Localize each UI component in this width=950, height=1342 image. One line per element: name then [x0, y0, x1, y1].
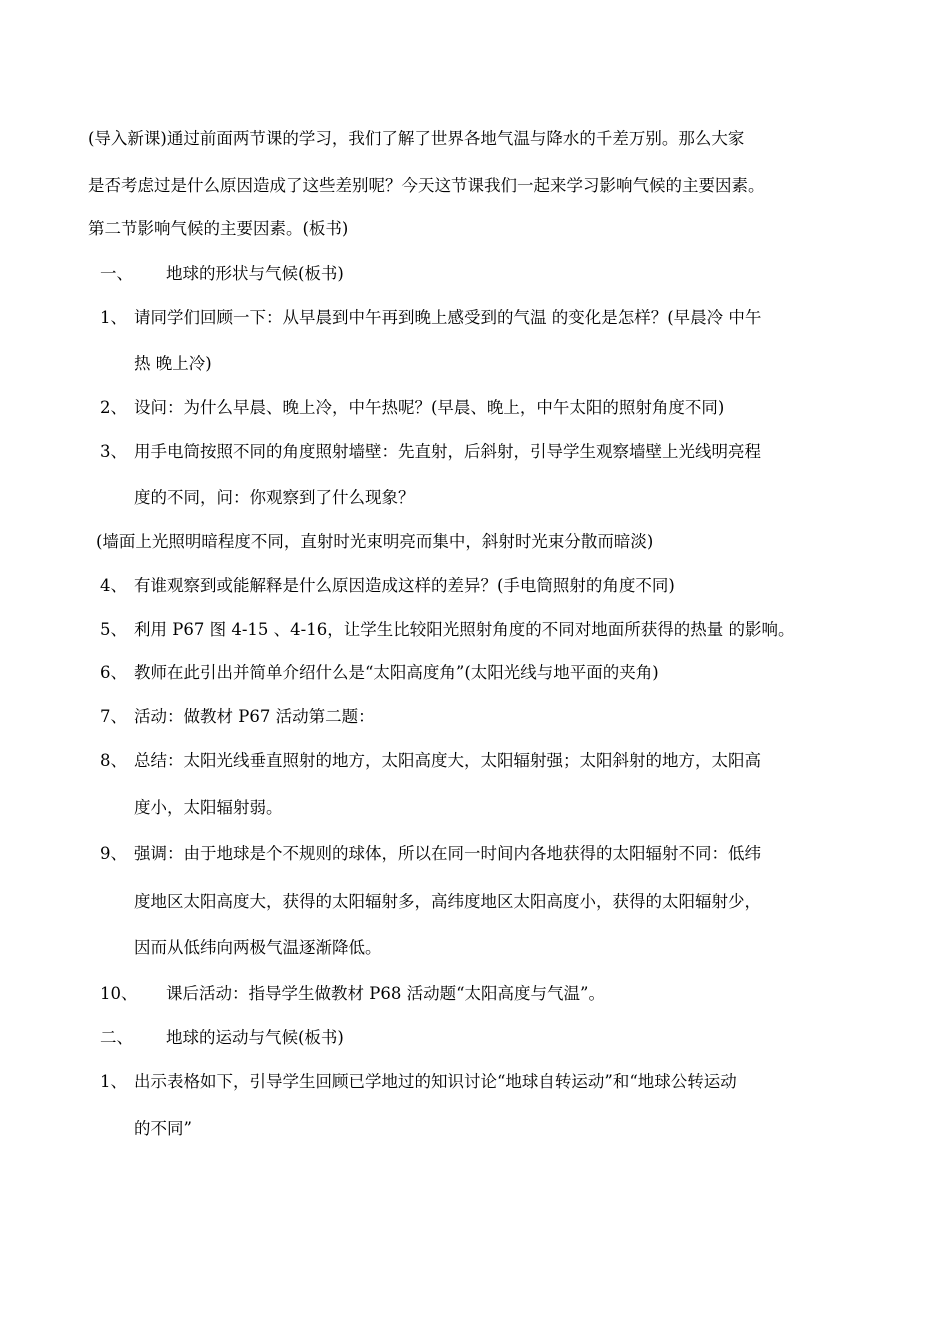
item-number: 2、	[100, 398, 127, 417]
item-text-continuation: 热 晚上冷)	[134, 354, 212, 373]
item-text-continuation: 度的不同，问：你观察到了什么现象？	[134, 488, 415, 507]
item-number: 4、	[100, 576, 127, 595]
section-1-number: 一、	[100, 264, 133, 283]
item-number: 1、	[100, 1072, 127, 1091]
item-text: 强调：由于地球是个不规则的球体，所以在同一时间内各地获得的太阳辐射不同：低纬	[134, 844, 761, 863]
item-text: 出示表格如下，引导学生回顾已学地过的知识讨论“地球自转运动”和“地球公转运动	[134, 1072, 737, 1091]
item-text: 活动：做教材 P67 活动第二题：	[134, 707, 375, 726]
item-text: 总结：太阳光线垂直照射的地方，太阳高度大，太阳辐射强；太阳斜射的地方，太阳高	[134, 751, 761, 770]
item-text-continuation: 的不同”	[134, 1119, 192, 1138]
item-text: 教师在此引出并简单介绍什么是“太阳高度角”(太阳光线与地平面的夹角)	[134, 663, 659, 682]
item-number: 3、	[100, 442, 127, 461]
observation-note: (墙面上光照明暗程度不同，直射时光束明亮而集中，斜射时光束分散而暗淡)	[96, 532, 654, 551]
item-text: 用手电筒按照不同的角度照射墙壁：先直射，后斜射，引导学生观察墙壁上光线明亮程	[134, 442, 761, 461]
item-text-continuation: 度小，太阳辐射弱。	[134, 798, 283, 817]
item-number: 9、	[100, 844, 127, 863]
item-text: 设问：为什么早晨、晚上冷，中午热呢？(早晨、晚上，中午太阳的照射角度不同)	[134, 398, 725, 417]
section-2-number: 二、	[100, 1028, 133, 1047]
lesson-title: 第二节影响气候的主要因素。(板书)	[88, 219, 349, 238]
item-text: 利用 P67 图 4-15 、4-16，让学生比较阳光照射角度的不同对地面所获得的热量 的影响。	[134, 620, 795, 639]
item-number: 1、	[100, 308, 127, 327]
item-text-continuation: 因而从低纬向两极气温逐渐降低。	[134, 938, 382, 957]
section-1-heading: 地球的形状与气候(板书)	[166, 264, 344, 283]
item-number: 6、	[100, 663, 127, 682]
item-text: 有谁观察到或能解释是什么原因造成这样的差异？(手电筒照射的角度不同)	[134, 576, 675, 595]
item-number: 10、	[100, 984, 138, 1003]
section-2-heading: 地球的运动与气候(板书)	[166, 1028, 344, 1047]
item-text: 课后活动：指导学生做教材 P68 活动题“太阳高度与气温”。	[166, 984, 605, 1003]
item-text-continuation: 度地区太阳高度大，获得的太阳辐射多，高纬度地区太阳高度小，获得的太阳辐射少，	[134, 892, 761, 911]
item-number: 8、	[100, 751, 127, 770]
item-number: 7、	[100, 707, 127, 726]
item-number: 5、	[100, 620, 127, 639]
intro-line-2: 是否考虑过是什么原因造成了这些差别呢？今天这节课我们一起来学习影响气候的主要因素。	[88, 176, 765, 195]
intro-line-1: (导入新课)通过前面两节课的学习，我们了解了世界各地气温与降水的千差万别。那么大家	[88, 129, 745, 148]
item-text: 请同学们回顾一下：从早晨到中午再到晚上感受到的气温 的变化是怎样？(早晨冷 中午	[134, 308, 762, 327]
